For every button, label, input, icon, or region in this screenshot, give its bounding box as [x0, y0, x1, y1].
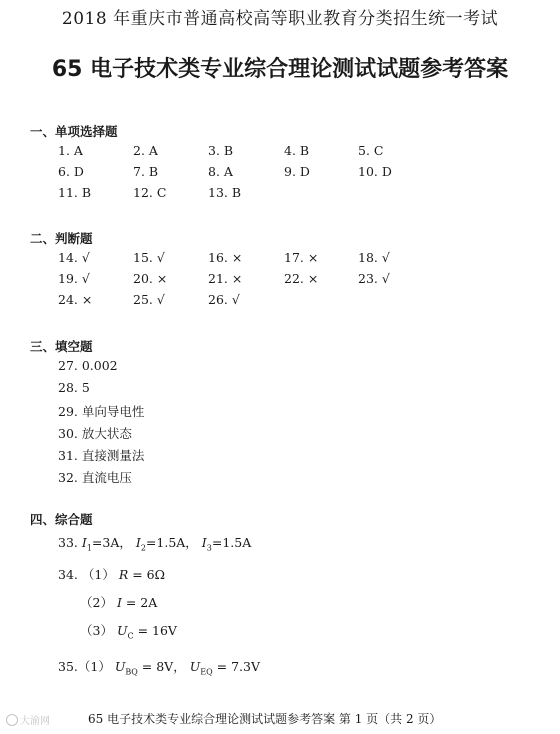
- answer-item: 10. D: [358, 164, 392, 179]
- watermark-logo-icon: [6, 714, 18, 726]
- answer-item: 21. ×: [208, 271, 243, 286]
- answer-item: 7. B: [133, 164, 159, 179]
- section-heading-true-false: 二、判断题: [30, 231, 93, 246]
- answer-item: 24. ×: [58, 292, 93, 307]
- answer-34-part-1: 34. （1） R = 6Ω: [58, 567, 165, 582]
- answer-item: 20. ×: [133, 271, 168, 286]
- answer-item: 5. C: [358, 143, 384, 158]
- answer-item: 22. ×: [284, 271, 319, 286]
- answer-item: 4. B: [284, 143, 310, 158]
- section-heading-comprehensive: 四、综合题: [30, 512, 93, 527]
- document-title: 65 电子技术类专业综合理论测试试题参考答案: [51, 57, 509, 82]
- answer-item: 3. B: [208, 143, 234, 158]
- answer-item: 15. √: [133, 250, 165, 265]
- page-footer: 65 电子技术类专业综合理论测试试题参考答案 第 1 页（共 2 页）: [88, 712, 442, 726]
- answer-item: 13. B: [208, 185, 242, 200]
- answer-item: 9. D: [284, 164, 310, 179]
- answer-item: 8. A: [208, 164, 233, 179]
- answer-item: 11. B: [58, 185, 92, 200]
- answer-item: 28. 5: [58, 380, 90, 395]
- answer-item: 18. √: [358, 250, 390, 265]
- section-heading-fill-blank: 三、填空题: [30, 339, 93, 354]
- answer-item: 19. √: [58, 271, 90, 286]
- answer-item: 31. 直接测量法: [58, 448, 145, 463]
- answer-34-part-2: （2） I = 2A: [80, 595, 158, 610]
- watermark: 大渝网: [6, 712, 50, 727]
- answer-item: 32. 直流电压: [58, 470, 132, 485]
- answer-item: 16. ×: [208, 250, 243, 265]
- answer-item: 6. D: [58, 164, 84, 179]
- answer-35-part-1: 35.（1） $U_{BQ} = 8V$， $U_{EQ} = 7.3V$: [58, 659, 260, 677]
- answer-item: 26. √: [208, 292, 240, 307]
- answer-item: 30. 放大状态: [58, 426, 132, 441]
- section-heading-single-choice: 一、单项选择题: [30, 124, 118, 139]
- answer-item: 29. 单向导电性: [58, 404, 145, 419]
- answer-item: 1. A: [58, 143, 83, 158]
- answer-34-part-3: （3） $U_C = 16V$: [80, 623, 177, 641]
- answer-item: 23. √: [358, 271, 390, 286]
- answer-33: 33. $I_1=3A$， $I_2=1.5A$， $I_3=1.5A$: [58, 535, 252, 553]
- answer-item: 2. A: [133, 143, 158, 158]
- answer-item: 14. √: [58, 250, 90, 265]
- answer-item: 25. √: [133, 292, 165, 307]
- exam-header: 2018 年重庆市普通高校高等职业教育分类招生统一考试: [61, 9, 499, 29]
- answer-item: 17. ×: [284, 250, 319, 265]
- answer-item: 27. 0.002: [58, 358, 118, 373]
- answer-item: 12. C: [133, 185, 167, 200]
